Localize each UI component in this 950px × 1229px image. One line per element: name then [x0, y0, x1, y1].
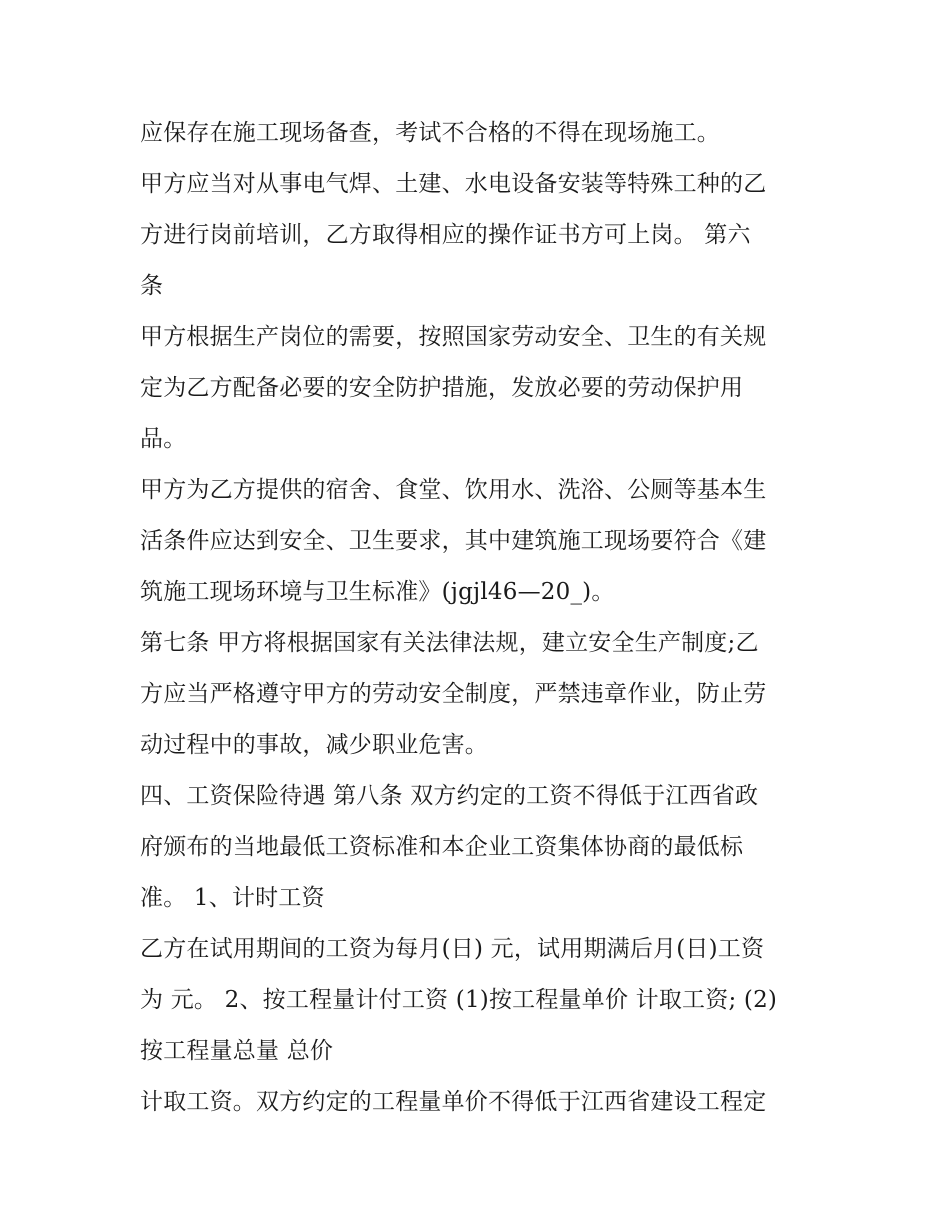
text-line: 条: [140, 273, 164, 299]
text-line: 甲方根据生产岗位的需要，按照国家劳动安全、卫生的有关规: [140, 324, 767, 350]
text-line: 按工程量总量 总价: [140, 1038, 334, 1064]
text-line: 第七条 甲方将根据国家有关法律法规，建立安全生产制度;乙: [140, 630, 759, 656]
text-line: 品。: [140, 426, 187, 452]
text-line: 准。 1、计时工资: [140, 885, 325, 911]
text-line: 府颁布的当地最低工资标准和本企业工资集体协商的最低标: [140, 834, 744, 860]
text-line: 为 元。 2、按工程量计付工资 (1)按工程量单价 计取工资; (2): [140, 987, 778, 1013]
text-line: 甲方为乙方提供的宿舍、食堂、饮用水、洗浴、公厕等基本生: [140, 477, 767, 503]
text-line: 应保存在施工现场备查，考试不合格的不得在现场施工。: [140, 120, 720, 146]
text-line: 计取工资。双方约定的工程量单价不得低于江西省建设工程定: [140, 1089, 767, 1115]
text-line: 活条件应达到安全、卫生要求，其中建筑施工现场要符合《建: [140, 528, 767, 554]
text-line: 方进行岗前培训，乙方取得相应的操作证书方可上岗。 第六: [140, 222, 751, 248]
text-line: 乙方在试用期间的工资为每月(日) 元，试用期满后月(日)工资: [140, 936, 765, 962]
text-line: 动过程中的事故，减少职业危害。: [140, 732, 488, 758]
text-line: 方应当严格遵守甲方的劳动安全制度，严禁违章作业，防止劳: [140, 681, 767, 707]
text-line: 四、工资保险待遇 第八条 双方约定的工资不得低于江西省政: [140, 783, 759, 809]
text-line: 甲方应当对从事电气焊、土建、水电设备安装等特殊工种的乙: [140, 171, 767, 197]
text-line: 筑施工现场环境与卫生标准》(jgjl46—20_)。: [140, 579, 615, 605]
document-body: [140, 108, 830, 1128]
text-line: 定为乙方配备必要的安全防护措施，发放必要的劳动保护用: [140, 375, 744, 401]
